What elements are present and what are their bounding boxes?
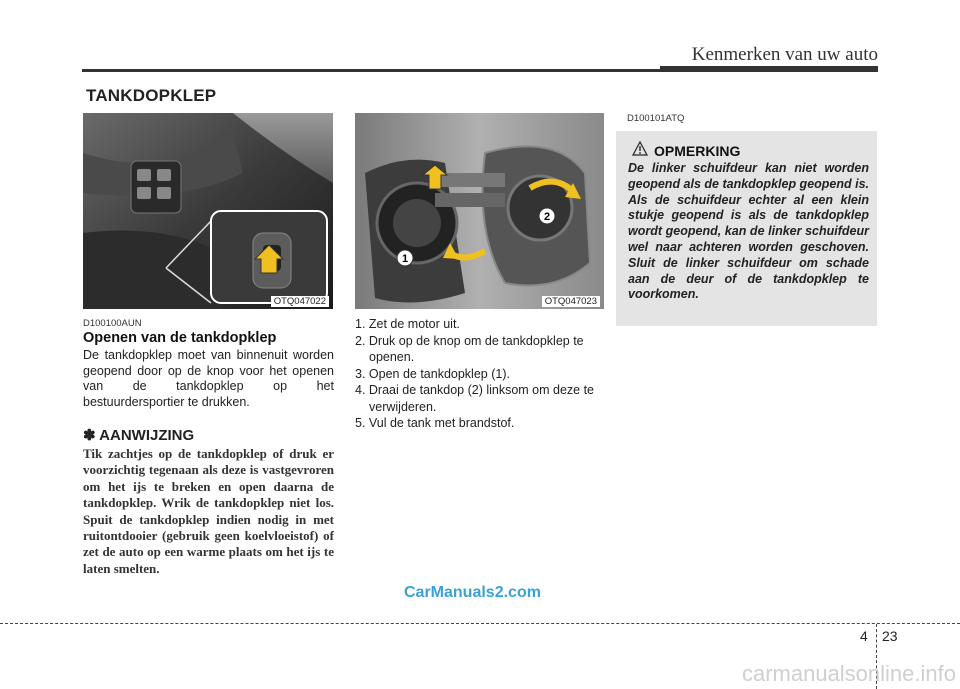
sub-heading: Openen van de tankdopklep (83, 330, 277, 346)
watermark: CarManuals2.com (404, 584, 541, 601)
site-url: carmanualsonline.info (741, 661, 956, 686)
note-box (616, 131, 877, 326)
callout-1: 1 (401, 253, 409, 265)
section-title: TANKDOPKLEP (86, 86, 217, 105)
door-switch-photo (83, 113, 333, 309)
page-chapter: 4 (860, 628, 868, 644)
header-rule-accent (660, 66, 878, 71)
body-paragraph: De tankdopklep moet van binnenuit worden geopend door op de knop voor het openen van de tankdopklep op het bestuurdersportier te drukken. (83, 348, 334, 409)
fuel-filler-photo (355, 113, 604, 309)
step-item: 5. Vul de tank met brandstof. (355, 416, 515, 430)
chapter-title: Kenmerken van uw auto (691, 44, 878, 65)
ref-code: D100101ATQ (627, 113, 685, 124)
note-title: OPMERKING (654, 143, 741, 159)
callout-2: 2 (543, 211, 551, 223)
hint-text: Tik zachtjes op de tankdopklep of druk er voorzichtig tegenaan als deze is vastgevroren om het ijs te breken en open daarna de tankdopklep. Wrik de tankdopklep niet los. Spuit de tankdopklep indien nodig in met ruitontdooier (gebruik geen koelvloeistof) of zet de auto op een warme plaats om het ijs te laten smelten. (83, 446, 334, 576)
photo-code: OTQ047023 (542, 296, 600, 307)
page-number: 23 (882, 628, 898, 644)
step-item: 1. Zet de motor uit. (355, 317, 460, 331)
step-item: 4. Draai de tankdop (2) linksom om deze te verwijderen. (355, 383, 595, 414)
door-switch-illustration (83, 113, 333, 309)
ref-code: D100100AUN (83, 318, 142, 329)
step-item: 2. Druk op de knop om de tankdopklep te openen. (355, 333, 584, 364)
photo-code: OTQ047022 (271, 296, 329, 307)
footer-rule (0, 623, 960, 624)
note-text: De linker schuifdeur kan niet worden geopend als de tankdopklep geopend is. Als de schuifdeur echter al een klein stukje geopend is als de tankdopklep wordt geopend, kan de linker schuifdeur wel naar achteren worden geschoven. Sluit de linker schuifdeur om schade aan de deur of de tankdopklep te voorkomen. (628, 161, 870, 302)
hint-title: ✽ AANWIJZING (83, 427, 195, 444)
fuel-filler-illustration (355, 113, 604, 309)
warning-icon (632, 141, 648, 156)
steps-list (355, 316, 605, 432)
step-item: 3. Open de tankdopklep (1). (355, 366, 510, 381)
